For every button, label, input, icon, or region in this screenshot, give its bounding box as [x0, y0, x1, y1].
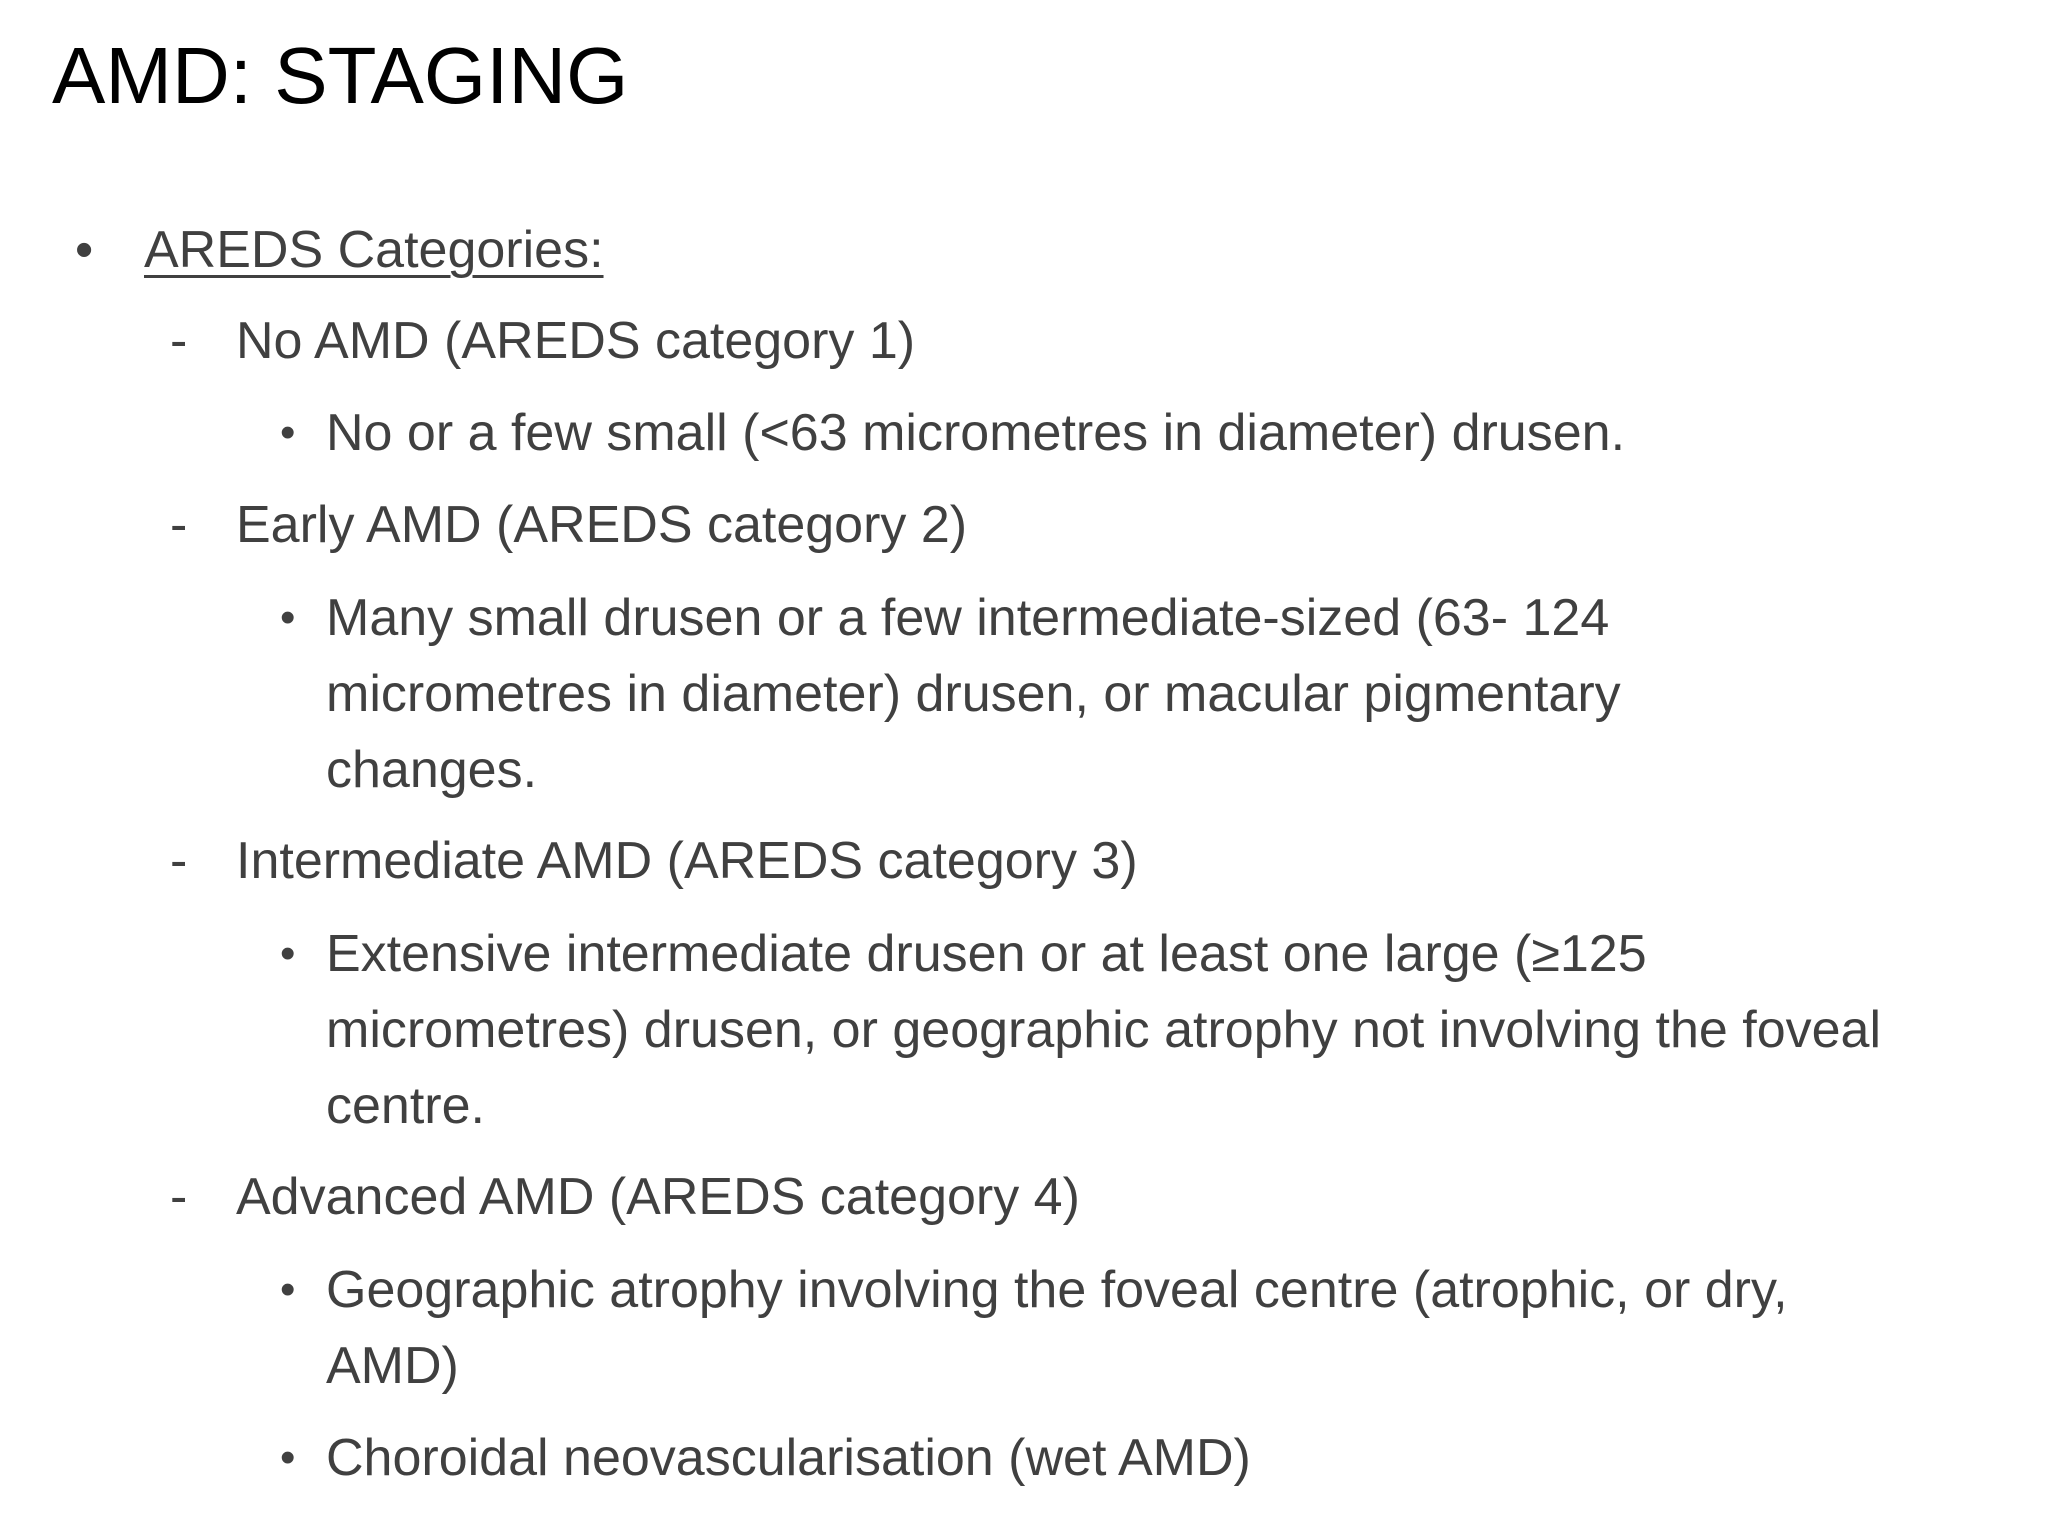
category-4-detail-2: Choroidal neovascularisation (wet AMD) — [326, 1429, 1251, 1487]
category-1-dash-icon: - — [170, 312, 188, 370]
category-1-detail-1: No or a few small (<63 micrometres in diameter) drusen. — [326, 404, 1626, 462]
level1-bullet-icon: • — [75, 221, 94, 279]
category-3-label: Intermediate AMD (AREDS category 3) — [236, 832, 1138, 890]
category-3-detail-1: Extensive intermediate drusen or at least one large (≥125 micrometres) drusen, or geographic atrophy not involving the foveal centre. — [326, 925, 1882, 1135]
category-2-detail-1-bullet-icon: • — [280, 593, 296, 642]
category-4-dash-icon: - — [170, 1168, 188, 1226]
category-2-dash-icon: - — [170, 496, 188, 554]
category-1-detail-1-bullet-icon: • — [280, 408, 296, 457]
slide-title: AMD: STAGING — [52, 31, 629, 120]
category-4-label: Advanced AMD (AREDS category 4) — [236, 1168, 1080, 1226]
category-4-detail-2-bullet-icon: • — [280, 1433, 296, 1482]
category-2-detail-1: Many small drusen or a few intermediate-sized (63- 124 micrometres in diameter) drusen, or macular pigmentary changes. — [326, 589, 1621, 799]
areds-categories-heading: AREDS Categories: — [144, 221, 604, 279]
category-2-label: Early AMD (AREDS category 2) — [236, 496, 968, 554]
category-1-label: No AMD (AREDS category 1) — [236, 312, 916, 370]
category-3-dash-icon: - — [170, 832, 188, 890]
category-3-detail-1-bullet-icon: • — [280, 929, 296, 978]
category-4-detail-1-bullet-icon: • — [280, 1265, 296, 1314]
category-4-detail-1: Geographic atrophy involving the foveal centre (atrophic, or dry, AMD) — [326, 1261, 1788, 1395]
